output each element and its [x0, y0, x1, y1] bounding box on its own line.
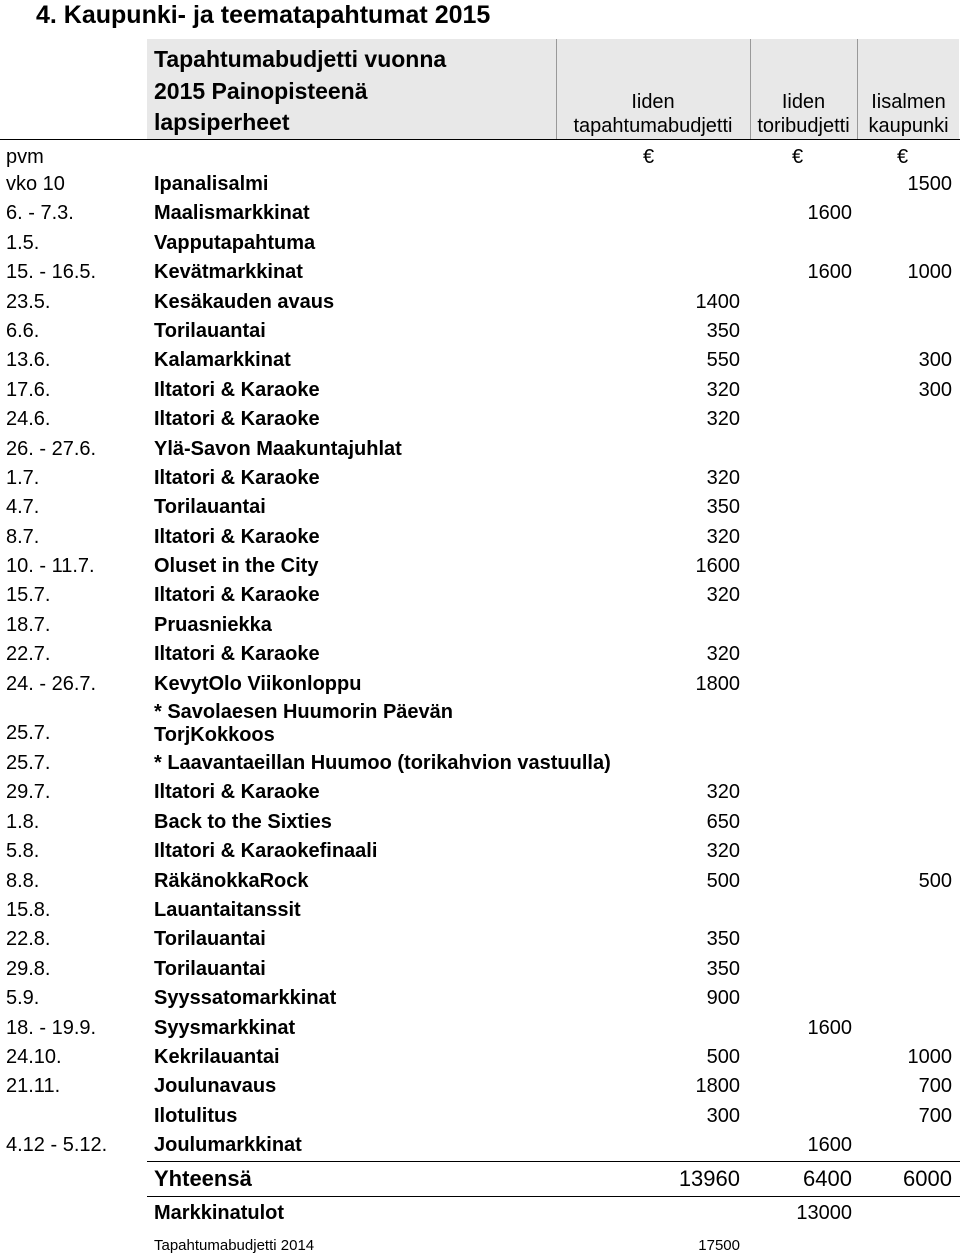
event-date: 6.6. — [6, 319, 40, 342]
header-divider — [0, 139, 960, 140]
event-budget-value: 350 — [706, 928, 740, 951]
event-name: Torilauantai — [154, 957, 266, 980]
event-date: 25.7. — [6, 752, 51, 775]
city-value: 700 — [918, 1104, 952, 1127]
event-date: 13.6. — [6, 349, 51, 372]
event-name: Syyssatomarkkinat — [154, 987, 337, 1010]
event-date: 22.7. — [6, 643, 51, 666]
income-row — [0, 1198, 960, 1228]
event-budget-value: 1400 — [695, 290, 740, 313]
event-budget-value: 320 — [706, 781, 740, 804]
event-budget-value: 320 — [706, 584, 740, 607]
event-name: Joulumarkkinat — [154, 1134, 302, 1157]
euro-sign: € — [643, 146, 655, 168]
column-header-line: Iiden — [781, 91, 826, 113]
event-name: Oluset in the City — [154, 555, 319, 578]
market-budget-value: 1600 — [807, 1134, 852, 1157]
table-row — [0, 1014, 960, 1043]
event-name-line: TorjKokkoos — [154, 724, 275, 747]
table-row — [0, 1102, 960, 1131]
table-row — [0, 984, 960, 1013]
event-budget-value: 1800 — [695, 1075, 740, 1098]
table-row — [0, 435, 960, 464]
event-date: 22.8. — [6, 928, 51, 951]
event-date: 8.7. — [6, 525, 40, 548]
event-name: Pruasniekka — [154, 613, 272, 636]
table-row — [0, 199, 960, 228]
event-budget-value: 350 — [706, 496, 740, 519]
event-budget-value: 500 — [706, 1045, 740, 1068]
market-budget-value: 1600 — [807, 1016, 852, 1039]
event-name: Iltatori & Karaoke — [154, 781, 320, 804]
event-date: 6. - 7.3. — [6, 202, 74, 225]
table-row — [0, 464, 960, 493]
event-name: * Laavantaeillan Huumoo (torikahvion vastuulla) — [154, 752, 611, 775]
event-name: Joulunavaus — [154, 1075, 277, 1098]
city-value: 1500 — [907, 173, 952, 195]
total-bottom-divider — [147, 1196, 960, 1197]
table-row — [0, 837, 960, 866]
event-name: Ilotulitus — [154, 1104, 238, 1127]
previous-budget-value: 17500 — [698, 1237, 740, 1254]
page-title: 4. Kaupunki- ja teematapahtumat 2015 — [36, 1, 491, 29]
event-name: Kesäkauden avaus — [154, 290, 335, 313]
event-date: 24.10. — [6, 1045, 62, 1068]
event-name — [154, 701, 453, 747]
table-row — [0, 640, 960, 669]
total-event-budget: 13960 — [678, 1166, 740, 1191]
table-row — [0, 346, 960, 375]
pvm-label: pvm — [6, 146, 44, 168]
event-budget-value: 320 — [706, 378, 740, 401]
table-row — [0, 258, 960, 287]
table-row — [0, 670, 960, 699]
table-row — [0, 1131, 960, 1160]
column-header-line: tapahtumabudjetti — [573, 115, 733, 137]
event-date: 24. - 26.7. — [6, 672, 97, 695]
event-date: 4.12 - 5.12. — [6, 1134, 108, 1157]
event-name: Kekrilauantai — [154, 1045, 280, 1068]
event-date: 5.8. — [6, 840, 40, 863]
column-header-city — [857, 90, 960, 138]
event-date: 24.6. — [6, 408, 51, 431]
event-name: Torilauantai — [154, 496, 266, 519]
event-name: RäkänokkaRock — [154, 869, 309, 892]
event-table-body — [0, 170, 960, 1161]
event-date: 5.9. — [6, 987, 40, 1010]
table-row — [0, 581, 960, 610]
column-header-line: Iiden — [631, 91, 675, 113]
event-name: Vapputapahtuma — [154, 231, 316, 254]
event-name: KevytOlo Viikonloppu — [154, 672, 362, 695]
event-date: 23.5. — [6, 290, 51, 313]
event-name: Lauantaitanssit — [154, 898, 301, 921]
event-date: 4.7. — [6, 496, 40, 519]
table-row — [0, 955, 960, 984]
event-name: Iltatori & Karaokefinaali — [154, 840, 378, 863]
event-date: 1.8. — [6, 810, 40, 833]
event-budget-value: 320 — [706, 525, 740, 548]
euro-sign: € — [897, 146, 909, 168]
event-date: 8.8. — [6, 869, 40, 892]
table-row — [0, 699, 960, 749]
event-name: Iltatori & Karaoke — [154, 378, 320, 401]
market-budget-value: 1600 — [807, 202, 852, 225]
event-name: Iltatori & Karaoke — [154, 643, 320, 666]
event-name: Kalamarkkinat — [154, 349, 291, 372]
event-budget-value: 550 — [706, 349, 740, 372]
event-date: 18.7. — [6, 613, 51, 636]
total-divider — [147, 1161, 960, 1162]
event-budget-value: 500 — [706, 869, 740, 892]
table-row — [0, 611, 960, 640]
event-date: 1.5. — [6, 231, 40, 254]
column-header-market-budget — [750, 90, 857, 138]
income-label: Markkinatulot — [154, 1202, 285, 1224]
event-name: Iltatori & Karaoke — [154, 408, 320, 431]
event-name-line: * Savolaesen Huumorin Päevän — [154, 701, 454, 724]
event-budget-value: 1800 — [695, 672, 740, 695]
table-row — [0, 523, 960, 552]
unit-row — [0, 142, 960, 172]
event-date: 26. - 27.6. — [6, 437, 97, 460]
event-date: vko 10 — [6, 173, 65, 195]
event-date: 15. - 16.5. — [6, 261, 97, 284]
table-row — [0, 808, 960, 837]
city-value: 300 — [918, 378, 952, 401]
table-row — [0, 552, 960, 581]
event-date: 25.7. — [6, 722, 51, 745]
table-row — [0, 288, 960, 317]
market-budget-value: 1600 — [807, 261, 852, 284]
event-budget-value: 350 — [706, 319, 740, 342]
event-budget-value: 320 — [706, 408, 740, 431]
event-name: Torilauantai — [154, 928, 266, 951]
column-header-line: Iisalmen — [871, 91, 946, 113]
table-row — [0, 1043, 960, 1072]
table-row — [0, 867, 960, 896]
total-market-budget: 6400 — [803, 1166, 852, 1191]
event-name: Maalismarkkinat — [154, 202, 310, 225]
event-name: Syysmarkkinat — [154, 1016, 296, 1039]
table-row — [0, 229, 960, 258]
event-date: 21.11. — [6, 1075, 61, 1098]
previous-budget-row — [0, 1235, 960, 1257]
event-budget-value: 300 — [706, 1104, 740, 1127]
city-value: 1000 — [907, 261, 952, 284]
event-name: Iltatori & Karaoke — [154, 584, 320, 607]
event-budget-value: 900 — [706, 987, 740, 1010]
event-name: Torilauantai — [154, 319, 266, 342]
total-row — [0, 1163, 960, 1195]
event-date: 10. - 11.7. — [6, 555, 95, 578]
event-date: 29.8. — [6, 957, 51, 980]
income-value: 13000 — [796, 1202, 852, 1224]
event-name: Ipanalisalmi — [154, 173, 269, 195]
event-date: 15.8. — [6, 898, 51, 921]
event-date: 1.7. — [6, 466, 40, 489]
previous-budget-label: Tapahtumabudjetti 2014 — [154, 1237, 315, 1254]
event-date: 15.7. — [6, 584, 51, 607]
event-name: Iltatori & Karaoke — [154, 525, 320, 548]
event-budget-value: 350 — [706, 957, 740, 980]
event-budget-value: 650 — [706, 810, 740, 833]
event-date: 18. - 19.9. — [6, 1016, 97, 1039]
city-value: 1000 — [907, 1045, 952, 1068]
table-row — [0, 896, 960, 925]
column-header-line: toribudjetti — [757, 115, 850, 137]
budget-title-line: Tapahtumabudjetti vuonna — [154, 46, 447, 72]
table-row — [0, 170, 960, 199]
city-value: 700 — [918, 1075, 952, 1098]
table-row — [0, 405, 960, 434]
event-budget-value: 320 — [706, 466, 740, 489]
column-header-line: kaupunki — [868, 115, 949, 137]
budget-title-line: 2015 Painopisteenä — [154, 77, 368, 104]
table-row — [0, 493, 960, 522]
event-date: 29.7. — [6, 781, 51, 804]
city-value: 500 — [918, 869, 952, 892]
euro-sign: € — [792, 146, 804, 168]
budget-title-line: lapsiperheet — [154, 109, 290, 135]
table-row — [0, 749, 960, 778]
event-name: Iltatori & Karaoke — [154, 466, 320, 489]
table-row — [0, 1072, 960, 1101]
column-header-event-budget — [556, 90, 750, 138]
table-row — [0, 925, 960, 954]
event-date: 17.6. — [6, 378, 51, 401]
event-budget-value: 1600 — [695, 555, 740, 578]
table-row — [0, 778, 960, 807]
event-budget-value: 320 — [706, 643, 740, 666]
table-row — [0, 376, 960, 405]
event-name: Kevätmarkkinat — [154, 261, 303, 284]
total-city: 6000 — [903, 1166, 952, 1191]
event-name: Ylä-Savon Maakuntajuhlat — [154, 437, 402, 460]
city-value: 300 — [918, 349, 952, 372]
total-label: Yhteensä — [154, 1166, 252, 1191]
budget-title — [154, 44, 554, 139]
event-name: Back to the Sixties — [154, 810, 332, 833]
table-row — [0, 317, 960, 346]
event-budget-value: 320 — [706, 840, 740, 863]
